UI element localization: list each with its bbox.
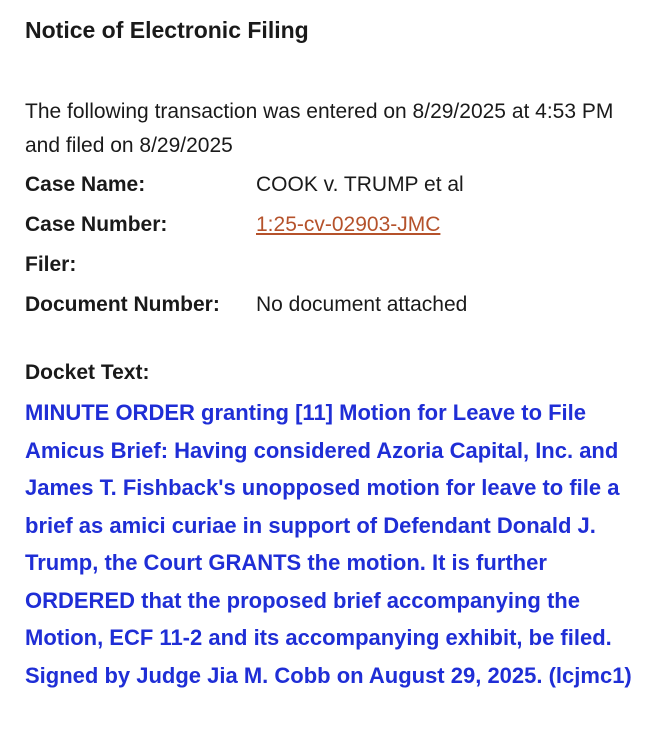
case-number-label: Case Number: [25, 213, 168, 236]
transaction-intro: The following transaction was entered on 8/29/2025 at 4:53 PM and filed on 8/29/2025 [25, 100, 614, 157]
document-number-label: Document Number: [25, 293, 220, 316]
case-number-link[interactable]: 1:25-cv-02903-JMC [256, 213, 441, 236]
filer-label: Filer: [25, 253, 77, 276]
page-title: Notice of Electronic Filing [25, 17, 309, 43]
case-name-value: COOK v. TRUMP et al [256, 173, 464, 196]
docket-text-label: Docket Text: [25, 361, 150, 384]
document-number-value: No document attached [256, 293, 468, 316]
docket-text-body: MINUTE ORDER granting [11] Motion for Leave to File Amicus Brief: Having considered Azoria Capital, Inc. and James T. Fishback's unopposed motion for leave to file a brief as amici curiae in support of Defendant Donald J. Trump, the Court GRANTS the motion. It is further ORDERED that the proposed brief accompanying the Motion, ECF 11-2 and its accompanying exhibit, be filed. Signed by Judge Jia M. Cobb on August 29, 2025. (lcjmc1) [25, 400, 632, 688]
case-name-label: Case Name: [25, 173, 146, 196]
